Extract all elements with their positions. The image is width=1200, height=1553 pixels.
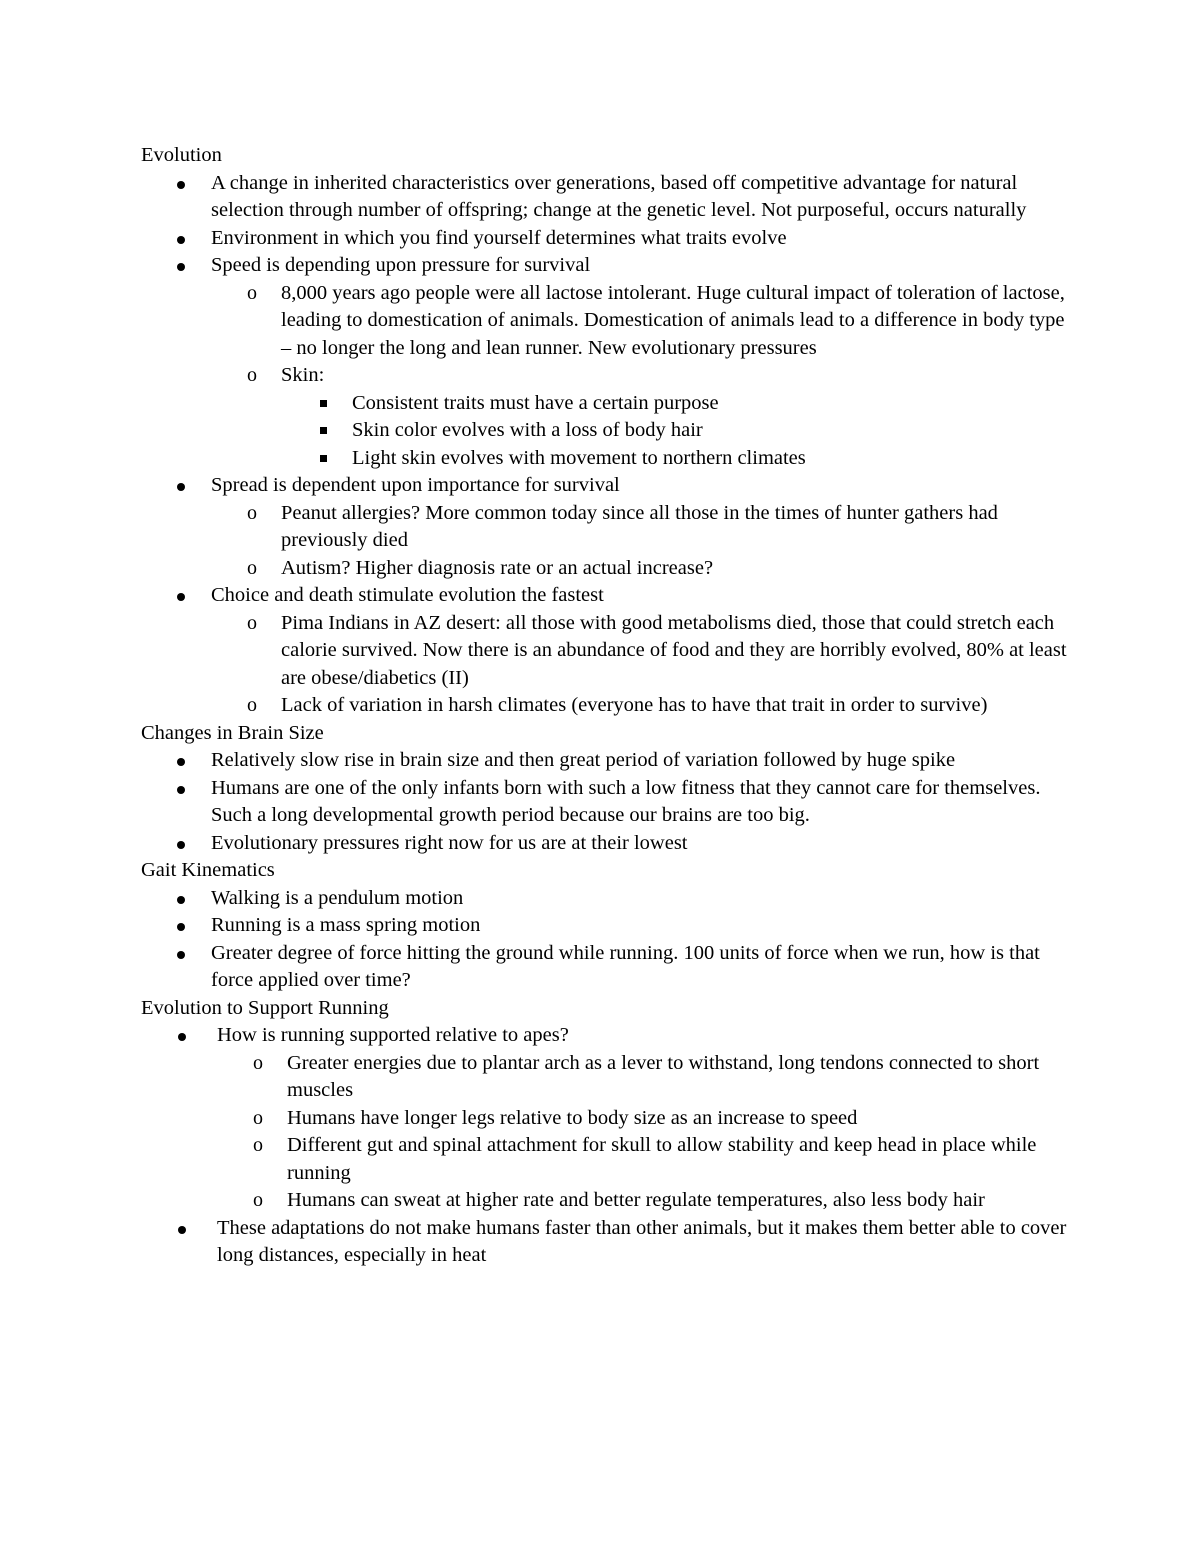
bullet-list-level-3	[281, 390, 1071, 473]
bullet-circle-icon: o	[247, 364, 257, 386]
bullet-list-level-2	[217, 1050, 1071, 1215]
list-item-text: Environment in which you find yourself determines what traits evolve	[211, 226, 787, 249]
list-item	[141, 1215, 1071, 1270]
bullet-list-level-2	[211, 280, 1071, 473]
bullet-square-icon	[320, 455, 327, 462]
bullet-square-icon	[320, 427, 327, 434]
bullet-circle-icon: o	[247, 281, 257, 304]
list-item-text: Spread is dependent upon importance for survival	[211, 474, 620, 496]
bullet-circle-icon: o	[247, 611, 257, 634]
list-item	[211, 500, 1071, 555]
list-item	[281, 390, 1071, 418]
bullet-dot-icon	[177, 483, 185, 491]
list-item-text: Skin:	[281, 364, 325, 386]
bullet-circle-icon: o	[253, 1134, 263, 1156]
list-item-text: Evolutionary pressures right now for us are at their lowest	[211, 831, 688, 854]
bullet-dot-icon	[177, 786, 185, 794]
list-item-text: Humans can sweat at higher rate and better regulate temperatures, also less body hair	[287, 1189, 985, 1211]
note-section	[141, 995, 1071, 1270]
list-item-text: Different gut and spinal attachment for skull to allow stability and keep head in place while running	[287, 1134, 1037, 1184]
list-item-text: Peanut allergies? More common today since all those in the times of hunter gathers had previously died	[281, 501, 998, 551]
bullet-circle-icon: o	[253, 1106, 263, 1129]
note-section	[141, 142, 1071, 720]
bullet-dot-icon	[177, 758, 185, 766]
list-item-text: Autism? Higher diagnosis rate or an actual increase?	[281, 556, 714, 579]
list-item	[211, 610, 1071, 693]
bullet-list-level-1	[141, 885, 1071, 995]
list-item	[141, 747, 1071, 775]
list-item-text: Pima Indians in AZ desert: all those with good metabolisms died, those that could stretch each calorie survived. Now there is an abundance of food and they are horribly evolved, 80% at least are obese/diabetics (II)	[281, 611, 1067, 689]
list-item	[141, 582, 1071, 720]
bullet-circle-icon: o	[253, 1051, 263, 1074]
bullet-list-level-1	[141, 170, 1071, 720]
section-heading: Gait Kinematics	[141, 859, 275, 881]
list-item-text: Greater energies due to plantar arch as a lever to withstand, long tendons connected to short muscles	[287, 1051, 1040, 1101]
bullet-dot-icon	[178, 1226, 186, 1234]
note-section	[141, 857, 1071, 995]
bullet-circle-icon: o	[247, 501, 257, 524]
bullet-dot-icon	[177, 593, 185, 601]
bullet-dot-icon	[178, 1033, 186, 1041]
list-item	[141, 912, 1071, 940]
list-item-text: A change in inherited characteristics over generations, based off competitive advantage for natural selection through number of offspring; change at the genetic level. Not purposeful, occurs naturally	[211, 171, 1027, 221]
list-item	[141, 775, 1071, 830]
bullet-dot-icon	[177, 236, 185, 244]
list-item	[211, 692, 1071, 720]
bullet-circle-icon: o	[253, 1189, 263, 1211]
bullet-list-level-2	[211, 500, 1071, 583]
section-heading: Evolution to Support Running	[141, 996, 389, 1019]
list-item-text: Lack of variation in harsh climates (everyone has to have that trait in order to survive)	[281, 694, 988, 716]
list-item	[141, 225, 1071, 253]
note-section	[141, 720, 1071, 858]
bullet-dot-icon	[177, 181, 185, 189]
bullet-dot-icon	[177, 896, 185, 904]
list-item	[141, 1022, 1071, 1215]
list-item	[217, 1132, 1071, 1187]
list-item	[211, 280, 1071, 363]
list-item-text: Relatively slow rise in brain size and then great period of variation followed by huge spike	[211, 749, 956, 771]
bullet-dot-icon	[177, 923, 185, 931]
bullet-circle-icon: o	[247, 556, 257, 579]
list-item	[141, 472, 1071, 582]
list-item	[141, 252, 1071, 472]
bullet-list-level-2	[211, 610, 1071, 720]
bullet-dot-icon	[177, 263, 185, 271]
list-item-text: Choice and death stimulate evolution the fastest	[211, 584, 604, 606]
list-item-text: These adaptations do not make humans faster than other animals, but it makes them better able to cover long distances, especially in heat	[217, 1216, 1067, 1266]
list-item	[141, 830, 1071, 858]
list-item-text: Speed is depending upon pressure for survival	[211, 254, 591, 276]
list-item	[217, 1050, 1071, 1105]
section-heading: Evolution	[141, 144, 222, 166]
list-item-text: Consistent traits must have a certain purpose	[352, 391, 719, 414]
list-item-text: Light skin evolves with movement to northern climates	[352, 446, 806, 469]
bullet-dot-icon	[177, 951, 185, 959]
bullet-list-level-1	[141, 1022, 1071, 1270]
bullet-circle-icon: o	[247, 694, 257, 716]
list-item	[211, 362, 1071, 472]
section-heading: Changes in Brain Size	[141, 721, 324, 744]
list-item	[211, 555, 1071, 583]
list-item	[217, 1105, 1071, 1133]
list-item-text: Walking is a pendulum motion	[211, 886, 464, 909]
list-item-text: Greater degree of force hitting the ground while running. 100 units of force when we run, how is that force applied over time?	[211, 941, 1040, 991]
list-item	[281, 445, 1071, 473]
list-item-text: Skin color evolves with a loss of body hair	[352, 419, 703, 441]
bullet-list-level-1	[141, 747, 1071, 857]
list-item-text: Humans have longer legs relative to body size as an increase to speed	[287, 1106, 858, 1129]
bullet-dot-icon	[177, 841, 185, 849]
list-item	[217, 1187, 1071, 1215]
list-item-text: How is running supported relative to apes?	[217, 1024, 569, 1046]
list-item	[281, 417, 1071, 445]
list-item	[141, 170, 1071, 225]
list-item	[141, 940, 1071, 995]
bullet-square-icon	[320, 400, 327, 407]
list-item	[141, 885, 1071, 913]
list-item-text: Humans are one of the only infants born with such a low fitness that they cannot care for themselves. Such a long developmental growth period because our brains are too big.	[211, 776, 1041, 826]
list-item-text: Running is a mass spring motion	[211, 914, 481, 936]
list-item-text: 8,000 years ago people were all lactose intolerant. Huge cultural impact of toleration of lactose, leading to domestication of animals. Domestication of animals lead to a difference in body type – no longer the long and lean runner. New evolutionary pressures	[281, 281, 1065, 359]
document-body	[141, 142, 1071, 1270]
